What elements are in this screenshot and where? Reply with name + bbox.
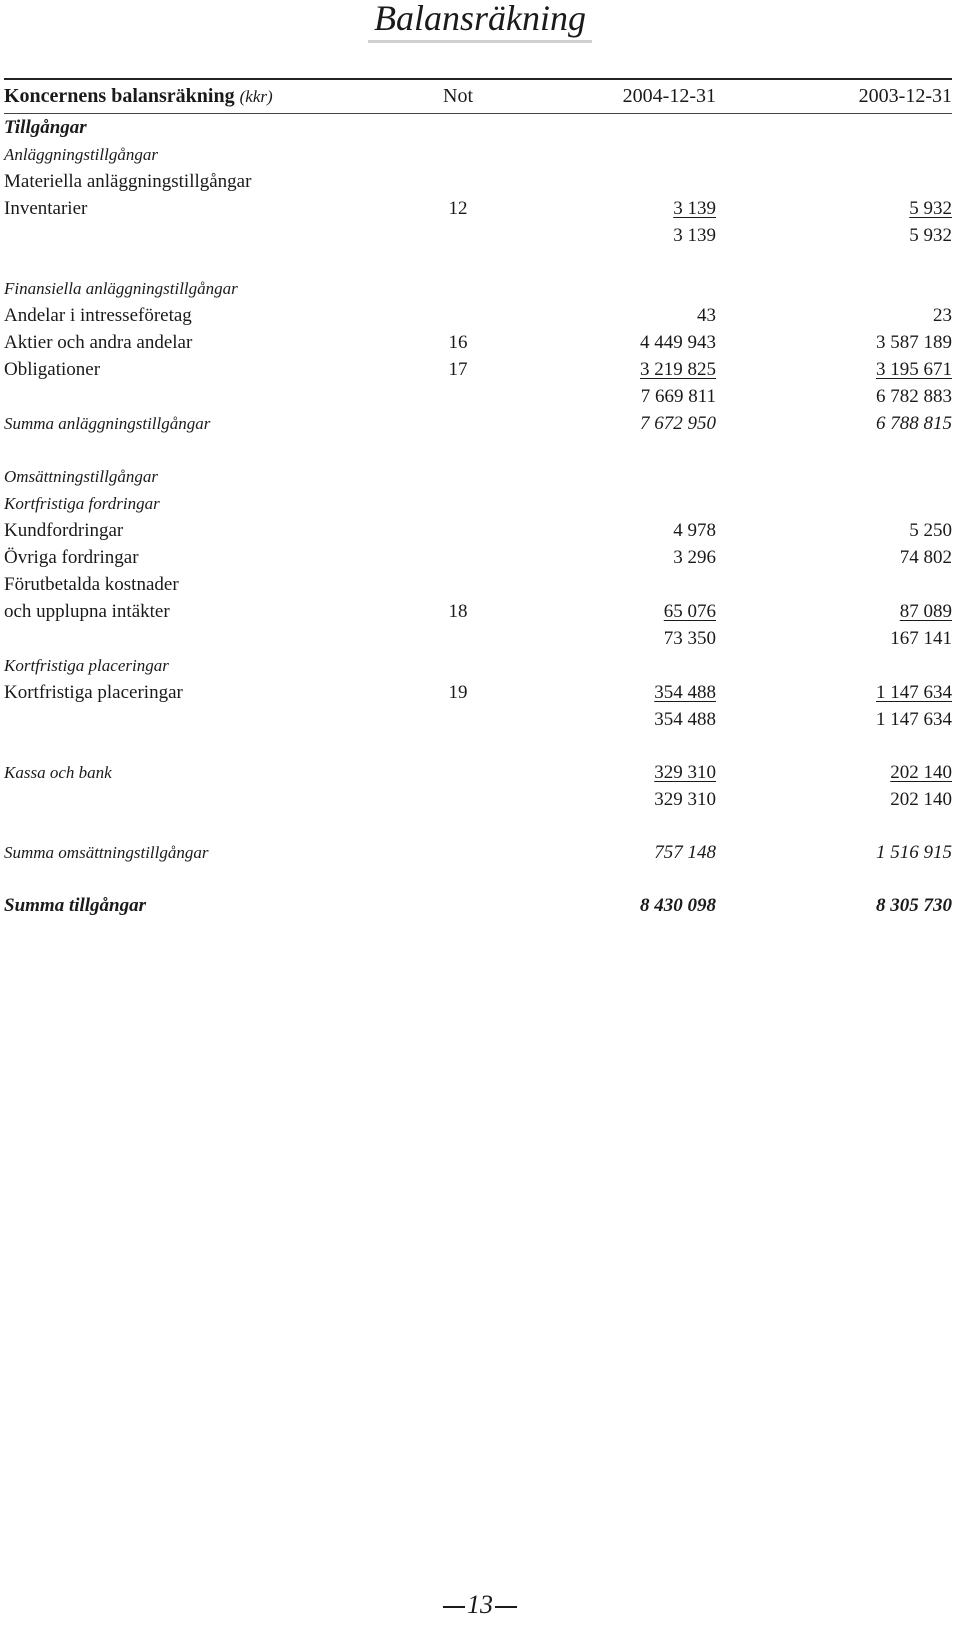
row-label: Övriga fordringar (4, 547, 139, 568)
table-top-rule (4, 78, 952, 80)
row-label: Kortfristiga placeringar (4, 656, 169, 675)
row-value-2003 (890, 759, 952, 786)
table-row (4, 329, 952, 356)
row-note: 19 (448, 682, 468, 703)
table-row (4, 302, 952, 329)
row-label: Summa tillgångar (4, 895, 147, 916)
spacer-row (4, 866, 952, 892)
table-row (4, 892, 952, 919)
row-value-2003-value: 202 140 (890, 762, 952, 783)
row-note: 18 (448, 601, 468, 622)
row-value-2004: 3 139 (673, 225, 716, 246)
row-label: Anläggningstillgångar (4, 145, 158, 164)
column-header-note: Not (443, 85, 473, 107)
row-value-2004: 4 449 943 (640, 332, 716, 353)
page-number (0, 1590, 960, 1620)
table-row (4, 168, 952, 195)
row-label: Omsättningstillgångar (4, 467, 158, 486)
page-title (0, 0, 960, 43)
column-header-2004: 2004-12-31 (622, 85, 716, 107)
table-row (4, 195, 952, 222)
table-row (4, 383, 952, 410)
row-value-2003: 202 140 (890, 789, 952, 810)
row-value-2004-value: 354 488 (654, 682, 716, 703)
row-value-2004 (664, 598, 716, 625)
table-row (4, 141, 952, 168)
row-value-2004: 7 669 811 (640, 386, 716, 407)
column-header-2003: 2003-12-31 (858, 85, 952, 107)
row-value-2004: 73 350 (663, 628, 716, 649)
table-row (4, 706, 952, 733)
table-header (4, 82, 952, 110)
table-row (4, 463, 952, 490)
row-value-2004: 329 310 (654, 789, 716, 810)
row-label: Andelar i intresseföretag (4, 305, 192, 326)
table-heading-unit: (kkr) (239, 87, 273, 106)
row-value-2004 (640, 356, 716, 383)
row-value-2004: 4 978 (673, 520, 716, 541)
row-label: Tillgångar (4, 117, 87, 138)
row-value-2003: 6 788 815 (876, 413, 952, 434)
table-row (4, 839, 952, 866)
table-heading-title: Koncernens balansräkning (4, 85, 235, 107)
row-label: Finansiella anläggningstillgångar (4, 279, 238, 298)
row-value-2004-value: 3 219 825 (640, 359, 716, 380)
row-value-2004: 8 430 098 (640, 895, 716, 916)
table-row (4, 544, 952, 571)
balance-sheet-rows (4, 114, 952, 919)
table-row (4, 517, 952, 544)
row-label: Förutbetalda kostnader (4, 574, 179, 595)
table-row (4, 356, 952, 383)
page-title-text: Balansräkning (368, 0, 592, 43)
table-row (4, 598, 952, 625)
table-row (4, 490, 952, 517)
row-label: Summa anläggningstillgångar (4, 414, 211, 433)
table-row (4, 571, 952, 598)
row-value-2003: 6 782 883 (876, 386, 952, 407)
row-value-2003: 74 802 (899, 547, 952, 568)
row-value-2003: 23 (933, 305, 952, 326)
row-label: Obligationer (4, 359, 101, 380)
row-label: Kortfristiga placeringar (4, 682, 183, 703)
row-note: 12 (448, 198, 468, 219)
row-value-2004-value: 329 310 (654, 762, 716, 783)
row-value-2004: 3 296 (673, 547, 716, 568)
row-value-2004: 43 (697, 305, 716, 326)
row-label: Kundfordringar (4, 520, 124, 541)
page-number-dash (443, 1606, 465, 1608)
row-value-2003 (909, 195, 952, 222)
table-row (4, 410, 952, 437)
row-note: 16 (448, 332, 468, 353)
row-value-2003: 5 932 (909, 225, 952, 246)
row-value-2003-value: 5 932 (909, 198, 952, 219)
row-value-2003-value: 1 147 634 (876, 682, 952, 703)
row-value-2004 (654, 759, 716, 786)
table-row (4, 275, 952, 302)
table-row (4, 114, 952, 141)
row-value-2003 (900, 598, 952, 625)
table-row (4, 652, 952, 679)
table-heading (4, 82, 273, 111)
row-value-2003-value: 3 195 671 (876, 359, 952, 380)
page-number-dash (495, 1606, 517, 1608)
row-value-2003: 1 516 915 (876, 842, 952, 863)
row-label: Aktier och andra andelar (4, 332, 193, 353)
table-row (4, 679, 952, 706)
row-note: 17 (448, 359, 468, 380)
row-label: Kortfristiga fordringar (4, 494, 160, 513)
table-row (4, 222, 952, 249)
row-value-2004: 354 488 (654, 709, 716, 730)
row-value-2004 (673, 195, 716, 222)
table-row (4, 759, 952, 786)
row-value-2004: 757 148 (654, 842, 716, 863)
spacer-row (4, 733, 952, 759)
row-value-2004-value: 3 139 (673, 198, 716, 219)
row-label: Summa omsättningstillgångar (4, 843, 209, 862)
row-label: och upplupna intäkter (4, 601, 170, 622)
row-label: Kassa och bank (4, 763, 112, 782)
row-value-2003: 1 147 634 (876, 709, 952, 730)
row-value-2003: 5 250 (909, 520, 952, 541)
row-value-2003: 8 305 730 (876, 895, 952, 916)
spacer-row (4, 249, 952, 275)
row-value-2003 (876, 679, 952, 706)
table-row (4, 786, 952, 813)
spacer-row (4, 813, 952, 839)
row-value-2004-value: 65 076 (663, 601, 716, 622)
row-value-2004: 7 672 950 (640, 413, 716, 434)
row-label: Materiella anläggningstillgångar (4, 171, 252, 192)
row-label: Inventarier (4, 198, 88, 219)
spacer-row (4, 437, 952, 463)
table-row (4, 625, 952, 652)
row-value-2003 (876, 356, 952, 383)
row-value-2003: 167 141 (890, 628, 952, 649)
page-number-text: 13 (467, 1590, 493, 1619)
row-value-2004 (654, 679, 716, 706)
row-value-2003-value: 87 089 (899, 601, 952, 622)
row-value-2003: 3 587 189 (876, 332, 952, 353)
